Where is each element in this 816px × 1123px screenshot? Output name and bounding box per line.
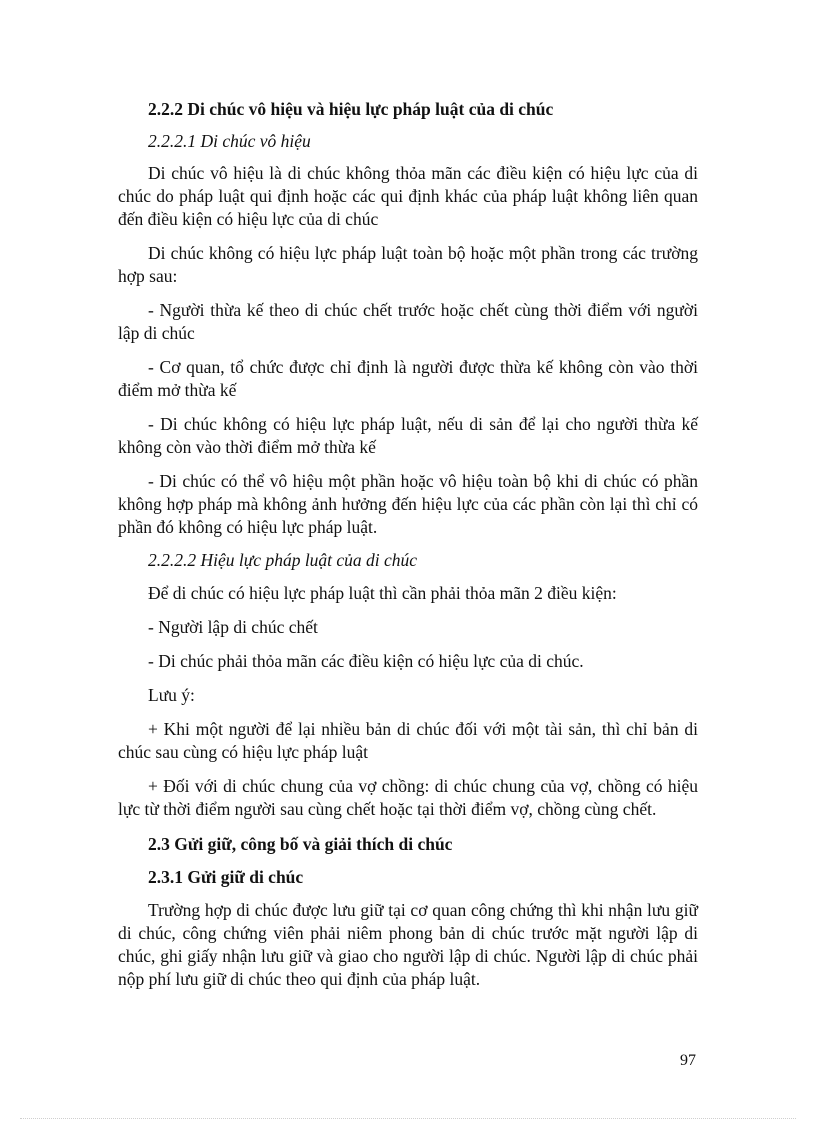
page-number: 97 [680, 1052, 696, 1069]
section-heading-2-2-2: 2.2.2 Di chúc vô hiệu và hiệu lực pháp luật của di chúc [148, 99, 554, 119]
paragraph-note-label: Lưu ý: [148, 685, 195, 705]
paragraph-definition: Di chúc vô hiệu là di chúc không thỏa mãn các điều kiện có hiệu lực của di chúc do pháp luật qui định hoặc các qui định khác của pháp luật không liên quan đến điều kiện có hiệu lực của di chúc [118, 163, 698, 229]
paragraph-note-2: + Đối với di chúc chung của vợ chồng: di chúc chung của vợ, chồng có hiệu lực từ thời điểm người sau cùng chết hoặc tại thời điểm vợ, chồng cùng chết. [118, 776, 698, 819]
paragraph-case-4: - Di chúc có thể vô hiệu một phần hoặc vô hiệu toàn bộ khi di chúc có phần không hợp pháp mà không ảnh hưởng đến hiệu lực của các phần còn lại thì chỉ có phần đó không có hiệu lực pháp luật. [118, 471, 698, 537]
paragraph-note-1: + Khi một người để lại nhiều bản di chúc đối với một tài sản, thì chỉ bản di chúc sau cùng có hiệu lực pháp luật [118, 719, 698, 762]
page-bottom-divider [20, 1118, 796, 1119]
subsection-heading-2-2-2-2: 2.2.2.2 Hiệu lực pháp luật của di chúc [148, 550, 418, 570]
paragraph-case-3: - Di chúc không có hiệu lực pháp luật, nếu di sản để lại cho người thừa kế không còn vào thời điểm mở thừa kế [118, 414, 698, 457]
paragraph-condition-1: - Người lập di chúc chết [148, 617, 318, 637]
section-heading-2-3-1: 2.3.1 Gửi giữ di chúc [148, 867, 304, 887]
paragraph-condition-2: - Di chúc phải thỏa mãn các điều kiện có hiệu lực của di chúc. [148, 651, 584, 671]
paragraph-deposit: Trường hợp di chúc được lưu giữ tại cơ quan công chứng thì khi nhận lưu giữ di chúc, công chứng viên phải niêm phong bản di chúc trước mặt người lập di chúc, ghi giấy nhận lưu giữ và giao cho người lập di chúc. Người lập di chúc phải nộp phí lưu giữ di chúc theo qui định của pháp luật. [118, 900, 698, 989]
subsection-heading-2-2-2-1: 2.2.2.1 Di chúc vô hiệu [148, 131, 311, 151]
paragraph-conditions-intro: Để di chúc có hiệu lực pháp luật thì cần phải thỏa mãn 2 điều kiện: [148, 583, 617, 603]
page-content [118, 98, 698, 991]
paragraph-case-2: - Cơ quan, tổ chức được chỉ định là người được thừa kế không còn vào thời điểm mở thừa kế [118, 357, 698, 400]
paragraph-cases-intro: Di chúc không có hiệu lực pháp luật toàn bộ hoặc một phần trong các trường hợp sau: [118, 243, 698, 286]
section-heading-2-3: 2.3 Gửi giữ, công bố và giải thích di chúc [148, 834, 453, 854]
paragraph-case-1: - Người thừa kế theo di chúc chết trước hoặc chết cùng thời điểm với người lập di chúc [118, 300, 698, 343]
